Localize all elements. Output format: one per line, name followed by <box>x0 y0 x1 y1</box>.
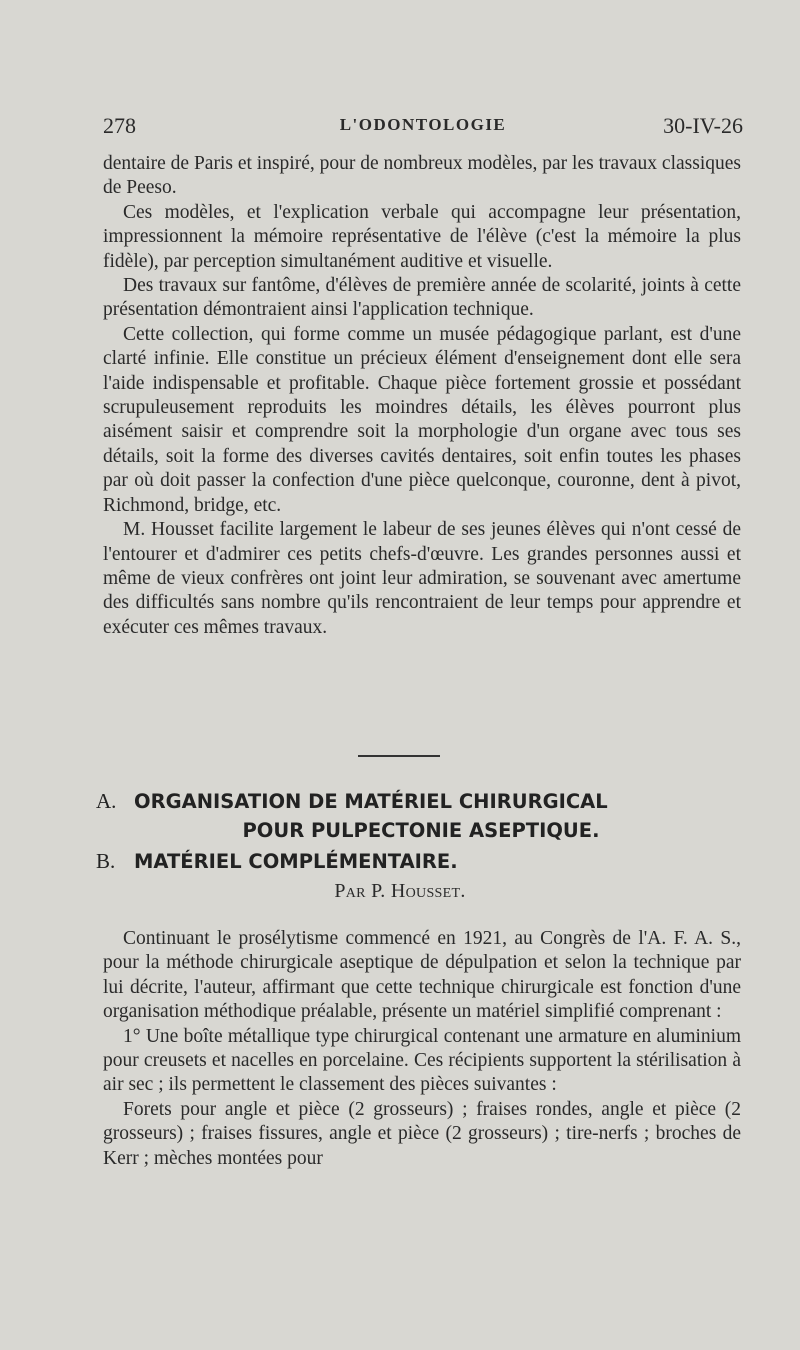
title-a-letter: A. <box>96 789 117 813</box>
title-a-line <box>96 786 746 816</box>
title-a-line2: POUR PULPECTONIE ASEPTIQUE. <box>242 819 600 842</box>
author-byline: Par P. Housset. <box>334 880 466 902</box>
title-b-line <box>96 846 746 876</box>
title-b-letter: B. <box>96 849 116 873</box>
paragraph: 1° Une boîte métallique type chirurgical contenant une armature en aluminium pour creusets et nacelles en porcelaine. Ces récipients supportent la stérilisation à air sec ; ils permettent le classement des pièces suivantes : <box>103 1025 741 1096</box>
title-b-text: MATÉRIEL COMPLÉMENTAIRE. <box>134 850 458 873</box>
running-header <box>103 113 743 143</box>
paragraph: Forets pour angle et pièce (2 grosseurs) ; fraises rondes, angle et pièce (2 grosseurs) ; fraises fissures, angle et pièce (2 grosseurs) ; tire-nerfs ; broches de Kerr ; mèches montées pour <box>103 1098 741 1169</box>
journal-title: L'ODONTOLOGIE <box>339 115 507 134</box>
section-divider <box>358 755 440 757</box>
paragraph: Cette collection, qui forme comme un musée pédagogique parlant, est d'une clarté infinie. Elle constitue un précieux élément d'enseignement dont elle sera l'aide indispensable et profitable. Chaque pièce fortement grossie et possédant scrupuleusement reproduits les moindres détails, les élèves pourront plus aisément saisir et comprendre soit la morphologie d'un organe avec tous ses détails, soit la forme des diverses cavités dentaires, soit enfin toutes les phases par où doit passer la confection d'une pièce quelconque, couronne, dent à pivot, Richmond, bridge, etc. <box>103 323 741 516</box>
paragraph: M. Housset facilite largement le labeur de ses jeunes élèves qui n'ont cessé de l'entourer et d'admirer ces petits chefs-d'œuvre. Les grandes personnes aussi et même de vieux confrères ont joint leur admiration, se souvenant avec amertume des difficultés sans nombre qu'ils rencontraient de leur temps pour apprendre et exécuter ces mêmes travaux. <box>103 519 741 638</box>
issue-date: 30-IV-26 <box>663 113 743 138</box>
article-title <box>96 786 746 876</box>
paragraph: Continuant le prosélytisme commencé en 1921, au Congrès de l'A. F. A. S., pour la méthode chirurgicale aseptique de dépulpation et selon la technique par lui décrite, l'auteur, affirmant que cette technique chirurgicale est fonction d'une organisation méthodique préalable, présente un matériel simplifié comprenant : <box>103 928 741 1023</box>
article-body <box>103 927 741 1171</box>
body-text <box>103 152 741 640</box>
title-a-text: ORGANISATION DE MATÉRIEL CHIRURGICAL <box>134 790 608 813</box>
paragraph: Des travaux sur fantôme, d'élèves de première année de scolarité, joints à cette présentation démontraient ainsi l'application technique. <box>103 275 741 321</box>
paragraph: Ces modèles, et l'explication verbale qui accompagne leur présentation, impressionnent la mémoire représentative de l'élève (c'est la mémoire la plus fidèle), par perception simultanément auditive et visuelle. <box>103 201 741 272</box>
paragraph: dentaire de Paris et inspiré, pour de nombreux modèles, par les travaux classiques de Peeso. <box>103 153 741 199</box>
page-number: 278 <box>103 113 136 138</box>
